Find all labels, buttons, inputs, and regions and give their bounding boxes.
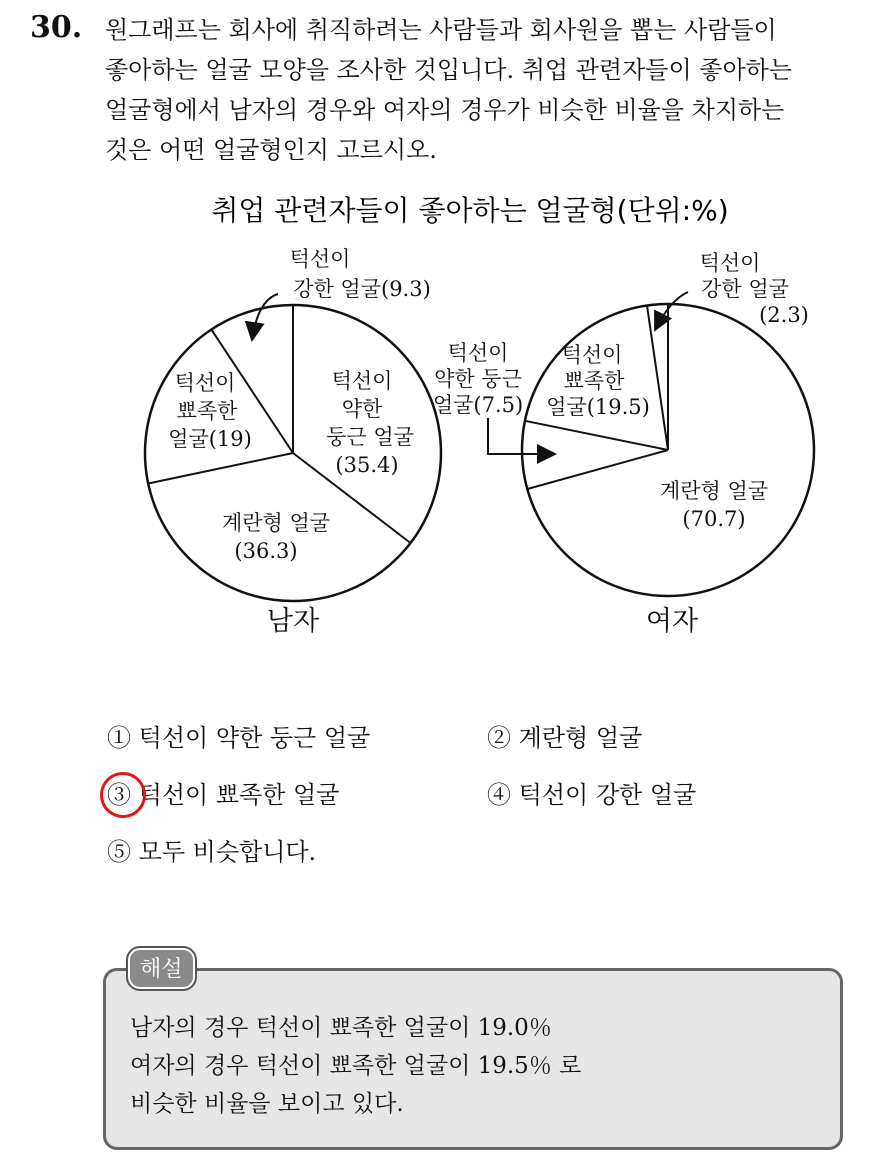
chart-title: 취업 관련자들이 좋아하는 얼굴형(단위:%)	[211, 194, 729, 227]
slice-label: 얼굴(7.5)	[432, 393, 524, 417]
choice-2[interactable]	[487, 718, 642, 753]
question-line: 좋아하는 얼굴 모양을 조사한 것입니다. 취업 관련자들이 좋아하는	[105, 56, 792, 84]
choice-number: ①	[107, 724, 131, 752]
choice-text: 턱선이 뾰족한 얼굴	[138, 781, 340, 809]
slice-label: 얼굴(19)	[168, 427, 252, 451]
choice-text: 턱선이 강한 얼굴	[518, 781, 697, 809]
choice-text: 계란형 얼굴	[518, 724, 643, 752]
choice-text: 모두 비슷합니다.	[138, 838, 317, 866]
question-line: 원그래프는 회사에 취직하려는 사람들과 회사원을 뽑는 사람들이	[105, 16, 777, 44]
slice-label: 둥근 얼굴	[326, 425, 414, 449]
slice-label: 약한	[341, 397, 383, 421]
slice-value: (36.3)	[234, 539, 298, 563]
slice-label: 턱선이	[174, 371, 236, 395]
slice-label: 강한 얼굴(9.3)	[293, 277, 431, 301]
slice-value: (2.3)	[759, 303, 809, 327]
choice-number: ④	[487, 781, 511, 809]
slice-label: 얼굴(19.5)	[546, 395, 650, 419]
choice-number: ②	[487, 724, 511, 752]
slice-label: 계란형 얼굴	[659, 479, 769, 503]
pie-name-female: 여자	[645, 606, 699, 637]
choice-5[interactable]	[107, 832, 316, 867]
explanation-tag: 해설	[128, 948, 195, 989]
slice-label: 턱선이	[699, 251, 761, 275]
slice-label: 뾰족한	[563, 369, 625, 393]
slice-value: (35.4)	[335, 453, 399, 477]
pie-name-male: 남자	[266, 606, 320, 637]
explanation-line: 여자의 경우 턱선이 뾰족한 얼굴이 19.5％ 로	[130, 1053, 582, 1079]
slice-label: 턱선이	[331, 369, 393, 393]
choice-number: ③	[107, 781, 131, 809]
question-line: 얼굴형에서 남자의 경우와 여자의 경우가 비슷한 비율을 차지하는	[105, 96, 785, 124]
slice-value: (70.7)	[682, 507, 746, 531]
slice-label: 턱선이	[447, 341, 509, 365]
choice-4[interactable]	[487, 775, 696, 810]
explanation-box	[103, 968, 843, 1150]
slice-label: 턱선이	[289, 247, 351, 271]
question-number: 30.	[30, 10, 83, 45]
choice-1[interactable]	[107, 718, 370, 753]
explanation-line: 남자의 경우 턱선이 뾰족한 얼굴이 19.0％	[130, 1015, 552, 1041]
slice-label: 약한 둥근	[434, 367, 522, 391]
question-line: 것은 어떤 얼굴형인지 고르시오.	[105, 136, 437, 164]
explanation-line: 비슷한 비율을 보이고 있다.	[130, 1091, 404, 1117]
slice-label: 뾰족한	[176, 399, 238, 423]
slice-label: 강한 얼굴	[701, 277, 789, 301]
slice-label: 계란형 얼굴	[221, 511, 331, 535]
choice-number: ⑤	[107, 838, 131, 866]
slice-label: 턱선이	[561, 343, 623, 367]
choice-text: 턱선이 약한 둥근 얼굴	[138, 724, 371, 752]
